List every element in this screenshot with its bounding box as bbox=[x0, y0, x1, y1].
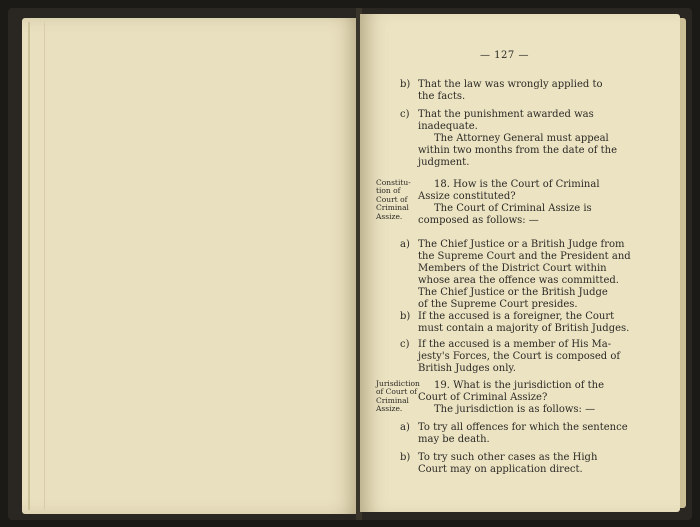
item-marker: b) bbox=[400, 79, 411, 90]
text-line: Members of the District Court within bbox=[418, 263, 607, 274]
text-line: may be death. bbox=[418, 434, 490, 445]
item-marker: c) bbox=[400, 109, 410, 120]
text-line: must contain a majority of British Judges. bbox=[418, 323, 630, 334]
text-line: of the Supreme Court presides. bbox=[418, 299, 578, 310]
item-marker: a) bbox=[400, 239, 410, 250]
text-line: If the accused is a member of His Ma- bbox=[418, 339, 612, 350]
text-line: jesty's Forces, the Court is composed of bbox=[418, 351, 621, 362]
book bbox=[8, 8, 692, 520]
text-line: British Judges only. bbox=[418, 363, 516, 374]
margin-note-jurisdiction: Jurisdiction of Court of Criminal Assize. bbox=[376, 379, 420, 414]
margin-note-constitution: Constitu- tion of Court of Criminal Assize. bbox=[376, 178, 411, 221]
question-18: 18. How is the Court of Criminal bbox=[434, 179, 600, 190]
text-line: That the law was wrongly applied to bbox=[418, 79, 603, 90]
text-line: If the accused is a foreigner, the Court bbox=[418, 311, 615, 322]
text-line: the facts. bbox=[418, 91, 466, 102]
left-page-blank bbox=[22, 18, 362, 514]
text-line: The Chief Justice or the British Judge bbox=[418, 287, 608, 298]
text-line: The Chief Justice or a British Judge from bbox=[418, 239, 625, 250]
text-line: To try all offences for which the sentence bbox=[418, 422, 628, 433]
question-19: 19. What is the jurisdiction of the bbox=[434, 380, 605, 391]
text-line: To try such other cases as the High bbox=[418, 452, 598, 463]
text-line: within two months from the date of the bbox=[418, 145, 617, 156]
text-line: Assize constituted? bbox=[418, 191, 516, 202]
text-line: Court of Criminal Assize? bbox=[418, 392, 548, 403]
item-marker: b) bbox=[400, 311, 411, 322]
text-line: The Court of Criminal Assize is bbox=[434, 203, 592, 214]
text-line: judgment. bbox=[418, 157, 470, 168]
text-line: composed as follows: — bbox=[418, 215, 539, 226]
page-number: — 127 — bbox=[480, 50, 529, 61]
item-marker: b) bbox=[400, 452, 411, 463]
text-line: That the punishment awarded was bbox=[418, 109, 594, 120]
page-stack-edge-right bbox=[680, 18, 686, 508]
right-page bbox=[360, 14, 680, 512]
text-line: The Attorney General must appeal bbox=[434, 133, 609, 144]
item-marker: a) bbox=[400, 422, 410, 433]
text-line: Court may on application direct. bbox=[418, 464, 583, 475]
text-line: inadequate. bbox=[418, 121, 478, 132]
text-line: whose area the offence was committed. bbox=[418, 275, 619, 286]
text-line: The jurisdiction is as follows: — bbox=[434, 404, 596, 415]
item-marker: c) bbox=[400, 339, 410, 350]
text-line: the Supreme Court and the President and bbox=[418, 251, 631, 262]
page-stack-edge bbox=[28, 22, 45, 510]
